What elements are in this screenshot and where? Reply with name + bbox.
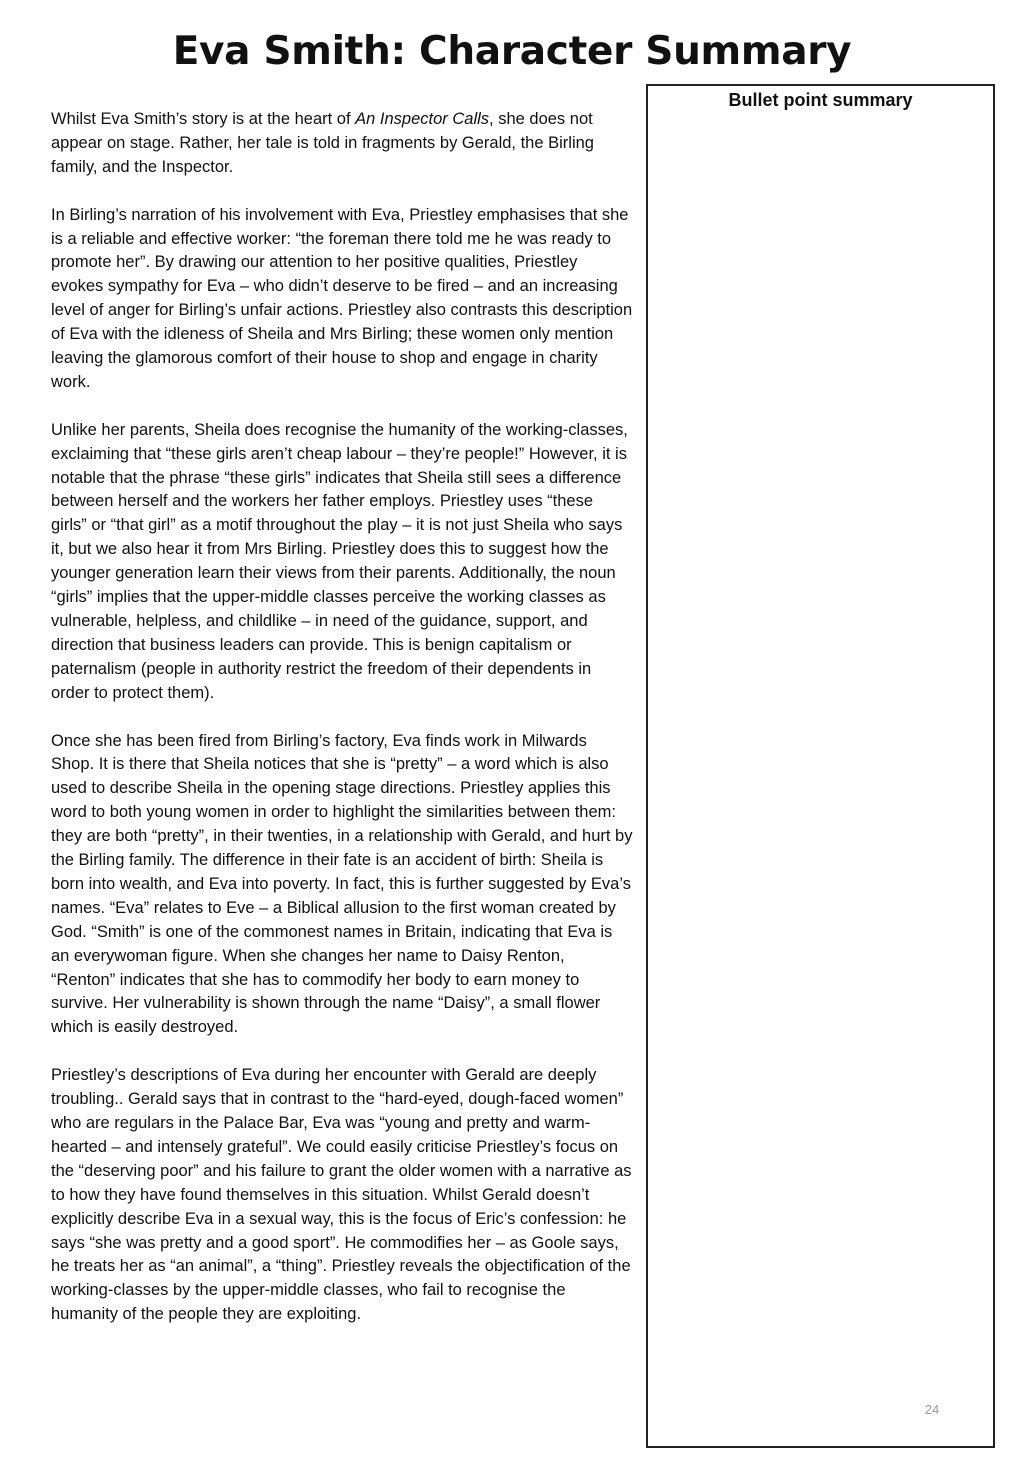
paragraph-milwards-shop: Once she has been fired from Birling’s factory, Eva finds work in Milwards Shop. It is there that Sheila notices that she is “pretty” – a word which is also used to describe Sheila in the opening stage directions. Priestley applies this word to both young women in order to highlight the similarities between them: they are both “pretty”, in their twenties, in a relationship with Gerald, and hurt by the Birling family. The difference in their fate is an accident of birth: Sheila is born into wealth, and Eva into poverty. In fact, this is further suggested by Eva’s names. “Eva” relates to Eve – a Biblical allusion to the first woman created by God. “Smith” is one of the commonest names in Britain, indicating that Eva is an everywoman figure. When she changes her name to Daisy Renton, “Renton” indicates that she has to commodify her body to earn money to survive. Her vulnerability is shown through the name “Daisy”, a small flower which is easily destroyed. [51,731,633,1037]
body-text [51,108,633,1327]
paragraph-gerald-encounter: Priestley’s descriptions of Eva during her encounter with Gerald are deeply troubling.. Gerald says that in contrast to the “hard-eyed, dough-faced women” who are regulars in the Palace Bar, Eva was “young and pretty and warm-hearted – and intensely grateful”. We could easily criticise Priestley’s focus on the “deserving poor” and his failure to grant the older women with a narrative as to how they have found themselves in this situation. Whilst Gerald doesn’t explicitly describe Eva in a sexual way, this is the focus of Eric’s confession: he says “she was pretty and a good sport”. He commodifies her – as Goole says, he treats her as “an animal”, a “thing”. Priestley reveals the objectification of the working-classes by the upper-middle classes, who fail to recognise the humanity of the people they are exploiting. [51,1066,632,1324]
play-title: An Inspector Calls [355,110,490,128]
page-title: Eva Smith: Character Summary [172,29,852,74]
paragraph-intro [51,108,633,180]
bullet-summary-box [646,84,995,1448]
paragraph-sheila-working-classes: Unlike her parents, Sheila does recognise the humanity of the working-classes, exclaiming that “these girls aren’t cheap labour – they’re people!” However, it is notable that the phrase “these girls” indicates that Sheila still sees a difference between herself and the workers her father employs. Priestley uses “these girls” or “that girl” as a motif throughout the play – it is not just Sheila who says it, but we also hear it from Mrs Birling. Priestley does this to suggest how the younger generation learn their views from their parents. Additionally, the noun “girls” implies that the upper-middle classes perceive the working classes as vulnerable, helpless, and childlike – in need of the guidance, support, and direction that business leaders can provide. This is benign capitalism or paternalism (people in authority restrict the freedom of their dependents in order to protect them). [51,420,628,702]
paragraph-birling-narration: In Birling’s narration of his involvement with Eva, Priestley emphasises that she is a reliable and effective worker: “the foreman there told me he was ready to promote her”. By drawing our attention to her positive qualities, Priestley evokes sympathy for Eva – who didn’t deserve to be fired – and an increasing level of anger for Birling’s unfair actions. Priestley also contrasts this description of Eva with the idleness of Sheila and Mrs Birling; these women only mention leaving the glamorous comfort of their house to shop and engage in charity work. [51,205,633,391]
bullet-summary-heading: Bullet point summary [728,90,913,110]
paragraph-intro-start: Whilst Eva Smith’s story is at the heart of [51,110,356,128]
paragraph-intro-end: , she does not appear on stage. Rather, her tale is told in fragments by Gerald, the Birling family, and the Inspector. [51,110,594,176]
page-number: 24 [924,1402,940,1417]
